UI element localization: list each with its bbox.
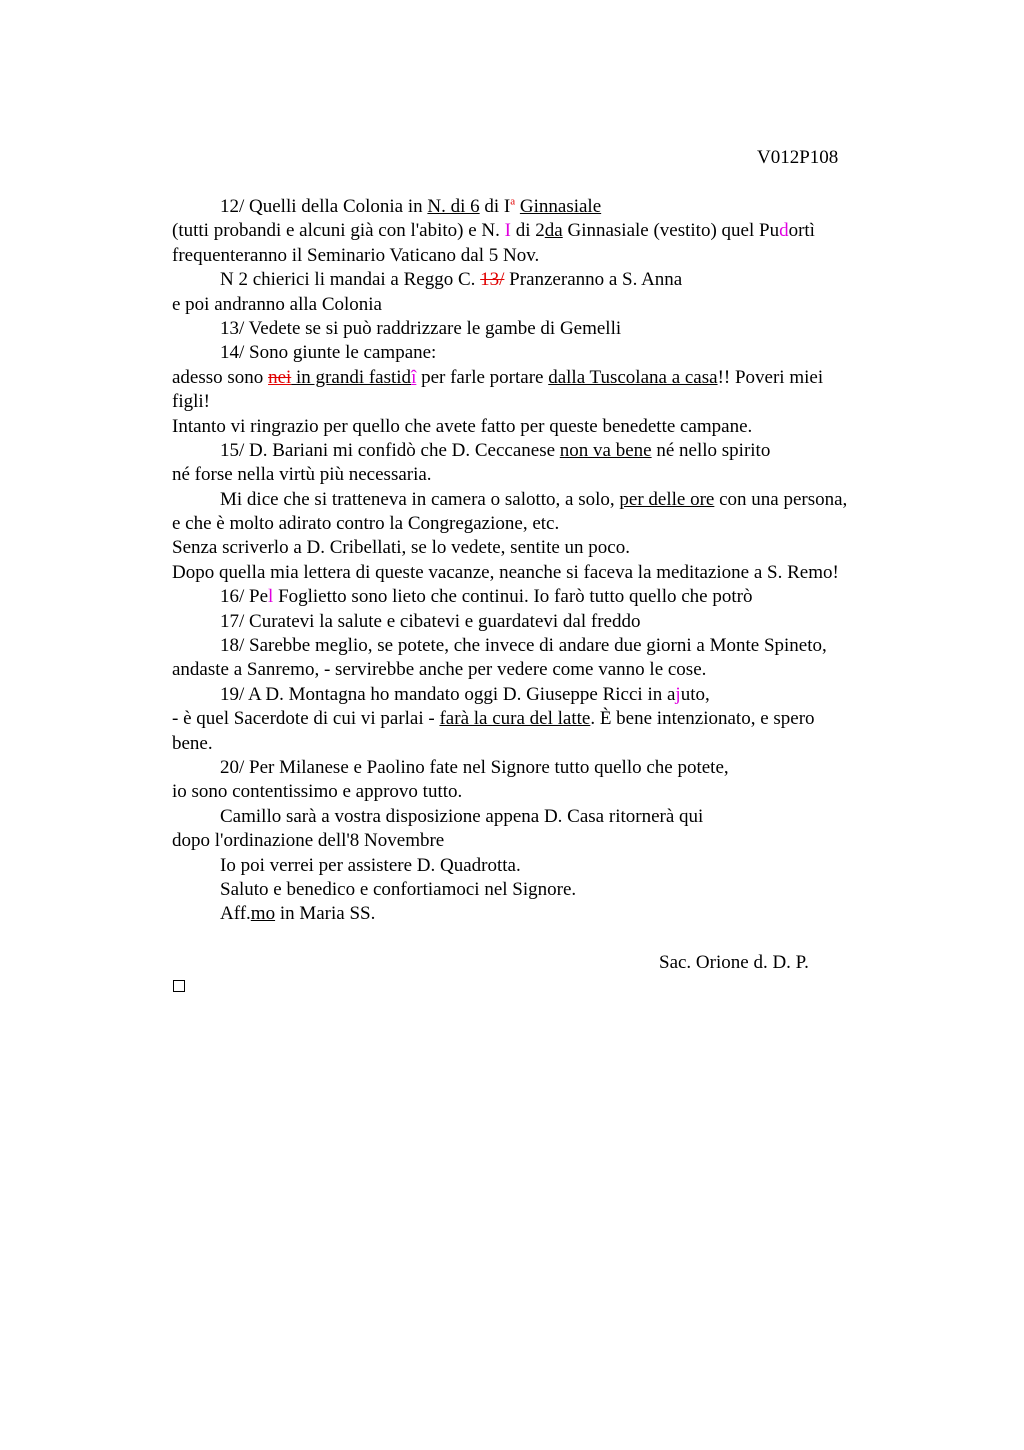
line-15: 15/ D. Bariani mi confidò che D. Ceccanese non va bene né nello spirito [220,439,771,461]
line-14-2: adesso sono nei in grandi fastidî per farle portare dalla Tuscolana a casa!! Poveri miei [172,366,824,388]
line-13: 13/ Vedete se si può raddrizzare le gambe di Gemelli [220,317,622,339]
page-id: V012P108 [757,147,839,168]
line-18: 18/ Sarebbe meglio, se potete, che invece di andare due giorni a Monte Spineto, [220,635,827,657]
line-14-3: figli! [172,391,210,413]
line-20: 20/ Per Milanese e Paolino fate nel Signore tutto quello che potete, [220,756,729,778]
line-19-2: - è quel Sacerdote di cui vi parlai - farà la cura del latte. È bene intenzionato, e spero [172,708,815,730]
line-15-6: Dopo quella mia lettera di queste vacanze, neanche si faceva la meditazione a S. Remo! [172,561,839,583]
line-19-3: bene. [172,732,213,754]
line-15-5: Senza scriverlo a D. Cribellati, se lo vedete, sentite un poco. [172,537,630,559]
signature: Sac. Orione d. D. P. [659,952,809,974]
line-14-4: Intanto vi ringrazio per quello che avete fatto per queste benedette campane. [172,415,753,437]
line-15-3: Mi dice che si tratteneva in camera o salotto, a solo, per delle ore con una persona, [220,488,848,510]
line-14: 14/ Sono giunte le campane: [220,342,437,364]
line-20-5: Io poi verrei per assistere D. Quadrotta. [220,854,521,876]
line-18-2: andaste a Sanremo, - servirebbe anche per vedere come vanno le cose. [172,659,707,681]
line-17: 17/ Curatevi la salute e cibatevi e guardatevi dal freddo [220,610,641,632]
line-20-6: Saluto e benedico e confortiamoci nel Signore. [220,878,577,900]
letter-body [172,195,917,976]
checkbox-square-icon [173,980,185,992]
line-n2: N 2 chierici li mandai a Reggo C. 13/ Pranzeranno a S. Anna [220,269,683,291]
line-20-3: Camillo sarà a vostra disposizione appena D. Casa ritornerà qui [220,805,704,827]
line-15-4: e che è molto adirato contro la Congregazione, etc. [172,513,560,535]
line-20-2: io sono contentissimo e approvo tutto. [172,781,463,803]
line-15-2: né forse nella virtù più necessaria. [172,464,432,486]
line-19: 19/ A D. Montagna ho mandato oggi D. Giuseppe Ricci in ajuto, [220,683,710,705]
line-12: 12/ Quelli della Colonia in N. di 6 di $I^a$ Ginnasiale [220,195,602,217]
line-20-4: dopo l'ordinazione dell'8 Novembre [172,830,445,852]
line-20-7: Aff.mo in Maria SS. [220,903,376,925]
spacer [172,927,917,951]
line-n2-2: e poi andranno alla Colonia [172,293,382,315]
line-16: 16/ Pel Foglietto sono lieto che continui. Io farò tutto quello che potrò [220,586,753,608]
line-12-3: frequenteranno il Seminario Vaticano dal 5 Nov. [172,244,540,266]
line-12-2: (tutti probandi e alcuni già con l'abito) e N. I di 2da Ginnasiale (vestito) quel Pudortì [172,220,815,242]
